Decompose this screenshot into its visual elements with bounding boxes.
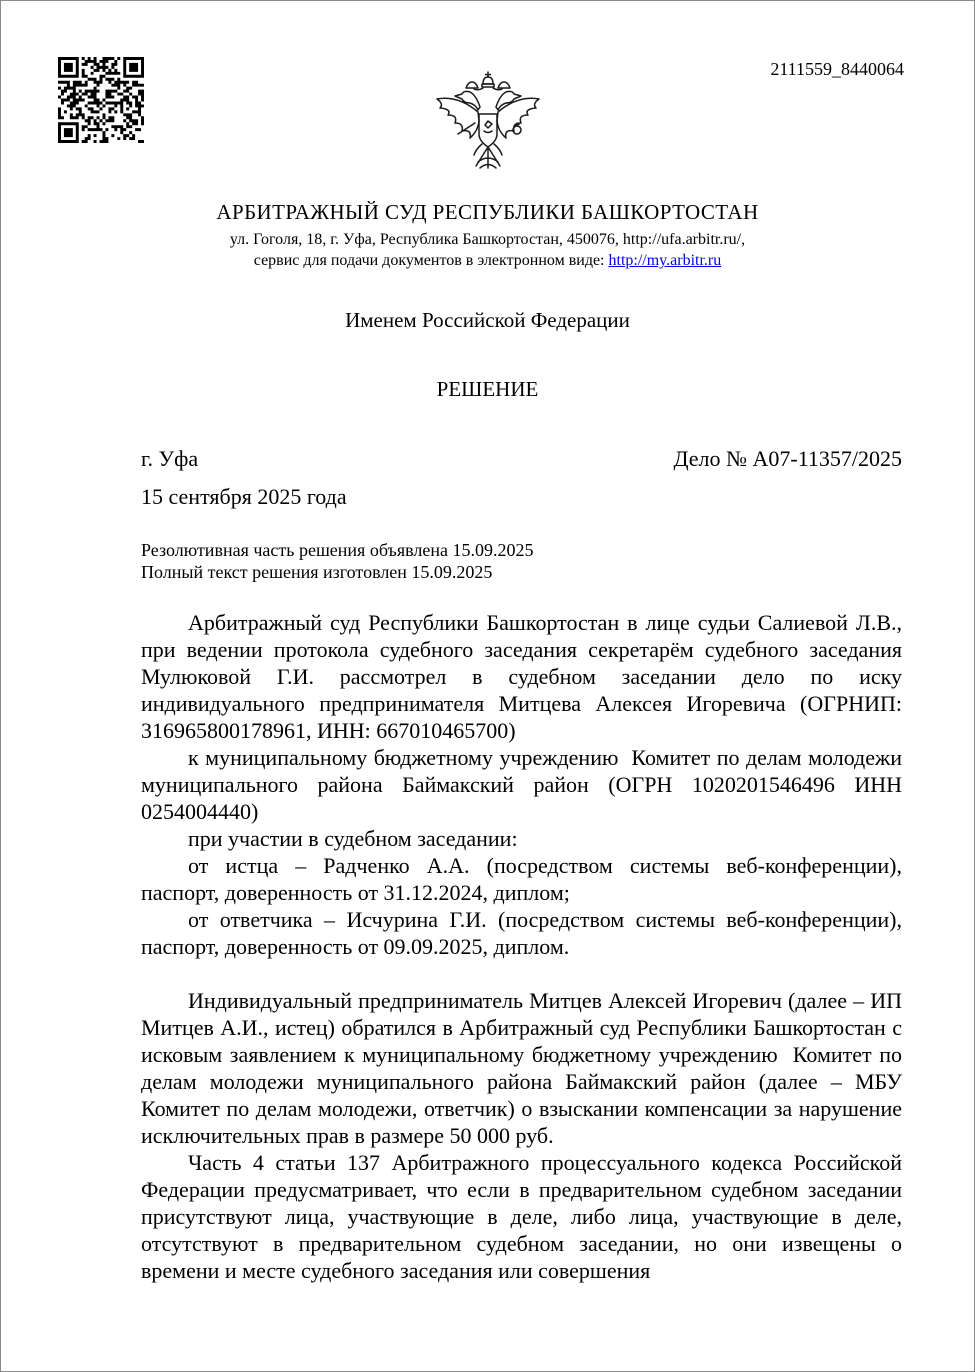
e-filing-service-line (1, 252, 974, 270)
city-label: г. Уфа (141, 446, 199, 471)
body-paragraph-defendant-representative: от ответчика – Исчурина Г.И. (посредством системы веб-конференции), паспорт, доверенность от 09.09.2025, диплом. (141, 907, 902, 959)
document-id: 2111559_8440064 (770, 59, 904, 79)
body-paragraph-defendant: к муниципальному бюджетному учреждению Комитет по делам молодежи муниципального района Баймакский район (ОГРН 1020201546496 ИНН 0254004440) (141, 745, 902, 824)
decision-date: 15 сентября 2025 года (141, 484, 347, 509)
decision-body (141, 609, 902, 1284)
body-paragraph-plaintiff-representative: от истца – Радченко А.А. (посредством системы веб-конференции), паспорт, доверенность от 31.12.2024, диплом; (141, 853, 902, 905)
court-name: АРБИТРАЖНЫЙ СУД РЕСПУБЛИКИ БАШКОРТОСТАН (216, 200, 759, 224)
court-address: ул. Гоголя, 18, г. Уфа, Республика Башкортостан, 450076, http://ufa.arbitr.ru/, (229, 231, 746, 248)
case-number: Дело № А07-11357/2025 (673, 446, 902, 471)
case-info-row (141, 446, 902, 472)
russia-coat-of-arms-icon (428, 71, 548, 183)
body-paragraph-court-composition: Арбитражный суд Республики Башкортостан в лице судьи Салиевой Л.В., при ведении протокола судебного заседания секретарём судебного заседания Мулюковой Г.И. рассмотрел в судебном заседании дело по иску индивидуального предпринимателя Митцева Алексея Игоревича (ОГРНИП: 316965800178961, ИНН: 667010465700) (141, 610, 902, 743)
court-header (1, 1, 974, 270)
in-name-of-russian-federation-line: Именем Российской Федерации (345, 308, 630, 332)
qr-code-icon (58, 57, 144, 143)
body-paragraph-attendance-heading: при участии в судебном заседании: (188, 826, 518, 851)
decision-title: РЕШЕНИЕ (436, 377, 539, 401)
body-paragraph-claim-summary: Индивидуальный предприниматель Митцев Алексей Игоревич (далее – ИП Митцев А.И., истец) обратился в Арбитражный суд Республики Башкортостан с исковым заявлением к муниципальному бюджетному учреждению Комитет по делам молодежи муниципального района Баймакский район (далее – МБУ Комитет по делам молодежи, ответчик) о взыскании компенсации за нарушение исключительных прав в размере 50 000 руб. (141, 988, 902, 1148)
decision-meta-lines (141, 539, 902, 583)
my-arbitr-link[interactable]: http://my.arbitr.ru (608, 252, 722, 269)
e-filing-service-text: сервис для подачи документов в электронном виде: (253, 252, 609, 269)
operative-part-announced-line: Резолютивная часть решения объявлена 15.09.2025 (141, 540, 534, 560)
body-paragraph-apc-article-137: Часть 4 статьи 137 Арбитражного процессуального кодекса Российской Федерации предусматривает, что если в предварительном судебном заседании присутствуют лица, участвующие в деле, либо лица, участвующие в деле, отсутствуют в предварительном судебном заседании, но они извещены о времени и месте судебного заседания или совершения (141, 1150, 902, 1283)
full-text-prepared-line: Полный текст решения изготовлен 15.09.2025 (141, 562, 493, 582)
